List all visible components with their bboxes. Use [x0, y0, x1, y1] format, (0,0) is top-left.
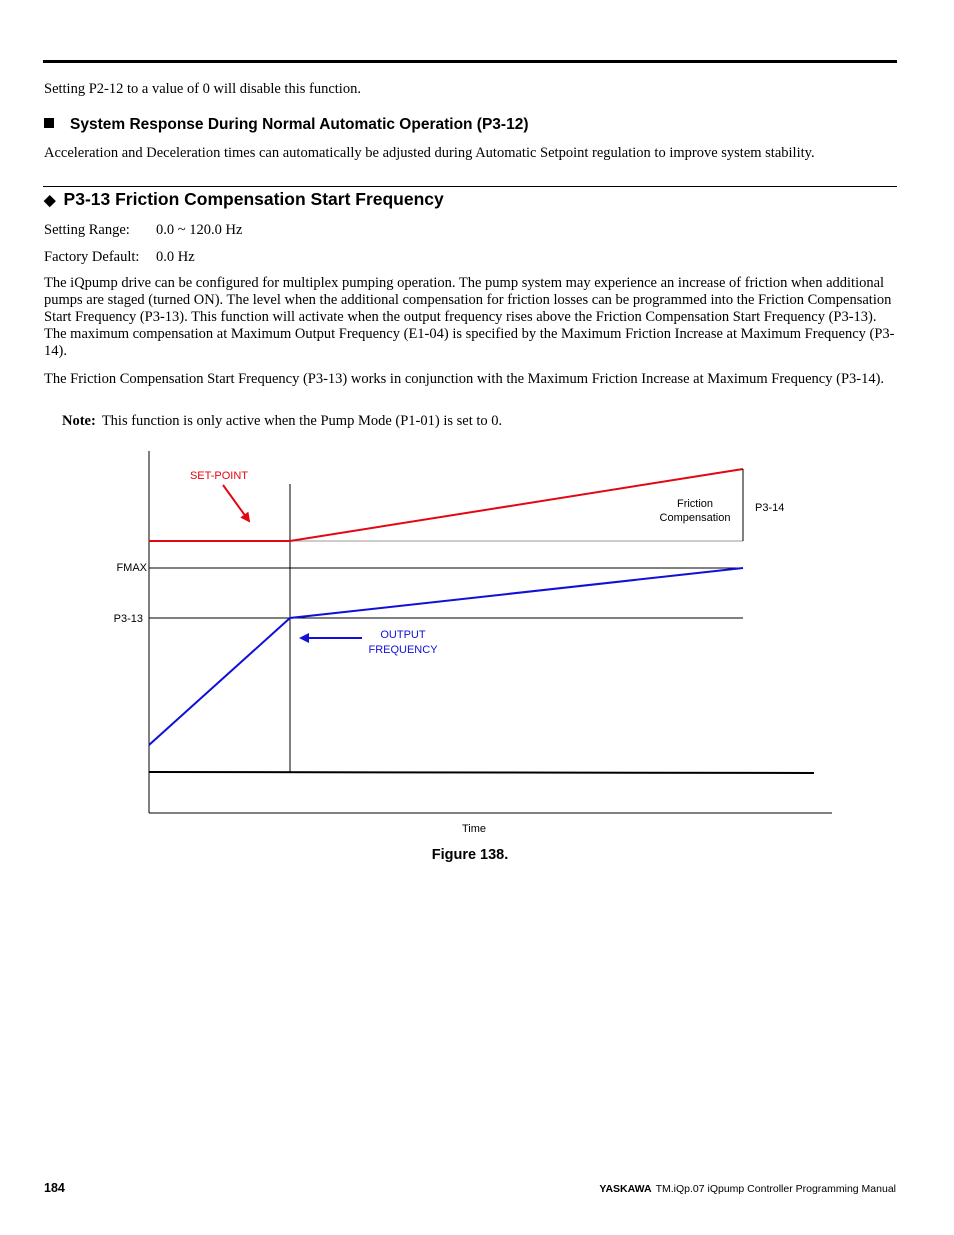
- intro-paragraph: Setting P2-12 to a value of 0 will disable this function.: [44, 81, 361, 97]
- section-rule: [43, 186, 897, 187]
- factory-default-label: Factory Default:: [44, 249, 140, 265]
- time-axis-label: Time: [461, 823, 487, 835]
- figure-caption: Figure 138.: [431, 847, 509, 863]
- output-label-line2: FREQUENCY: [368, 644, 438, 656]
- friction-label-line1: Friction: [676, 498, 714, 510]
- setpoint-label: SET-POINT: [189, 470, 249, 482]
- setting-range-label: Setting Range:: [44, 222, 130, 238]
- sub-heading-text: System Response During Normal Automatic Operation (P3-12): [70, 116, 529, 133]
- friction-compensation-figure: [0, 440, 954, 840]
- diamond-bullet-icon: ◆: [44, 192, 56, 209]
- baseline: [149, 772, 814, 773]
- factory-default: [44, 249, 195, 266]
- p3-13-label: P3-13: [113, 613, 143, 625]
- output-label-line1: OUTPUT: [380, 629, 426, 641]
- paragraph-2: The Friction Compensation Start Frequency (P3-13) works in conjunction with the Maximum Friction Increase at Maximum Frequency (P3-14).: [44, 371, 885, 387]
- note-label: Note:: [62, 413, 96, 429]
- square-bullet-icon: [44, 118, 54, 128]
- sub-heading: [44, 116, 529, 134]
- fmax-label: FMAX: [116, 562, 147, 574]
- setpoint-arrow-icon: [223, 485, 249, 521]
- page-number: 184: [44, 1181, 65, 1195]
- output-frequency-curve: [149, 568, 743, 745]
- footer-doc-info: [599, 1183, 896, 1195]
- section-heading: [44, 189, 444, 210]
- friction-label-line2: Compensation: [659, 512, 731, 524]
- setting-range-value: 0.0 ~ 120.0 Hz: [156, 222, 243, 238]
- sub-paragraph: Acceleration and Deceleration times can automatically be adjusted during Automatic Setpoint regulation to improve system stability.: [44, 145, 815, 161]
- factory-default-value: 0.0 Hz: [156, 249, 195, 265]
- note-text: This function is only active when the Pump Mode (P1-01) is set to 0.: [101, 413, 503, 429]
- paragraph-1: The iQpump drive can be configured for multiplex pumping operation. The pump system may experience an increase of friction when additional pumps are staged (turned ON). The level when the additional compensation for friction losses can be programmed into the Friction Compensation Start Frequency (P3-13). This function will activate when the output frequency rises above the Friction Compensation Start Frequency (P3-13). The maximum compensation at Maximum Output Frequency (E1-04) is specified by the Maximum Friction Increase at Maximum Frequency (P3-14).: [44, 275, 895, 359]
- section-heading-text: P3-13 Friction Compensation Start Frequency: [63, 189, 444, 209]
- p3-14-label: P3-14: [755, 502, 785, 514]
- footer-brand: YASKAWA: [599, 1183, 652, 1195]
- footer-doc-title: TM.iQp.07 iQpump Controller Programming Manual: [655, 1183, 896, 1195]
- note: [62, 413, 502, 430]
- top-rule: [43, 60, 897, 63]
- setting-range: [44, 222, 242, 239]
